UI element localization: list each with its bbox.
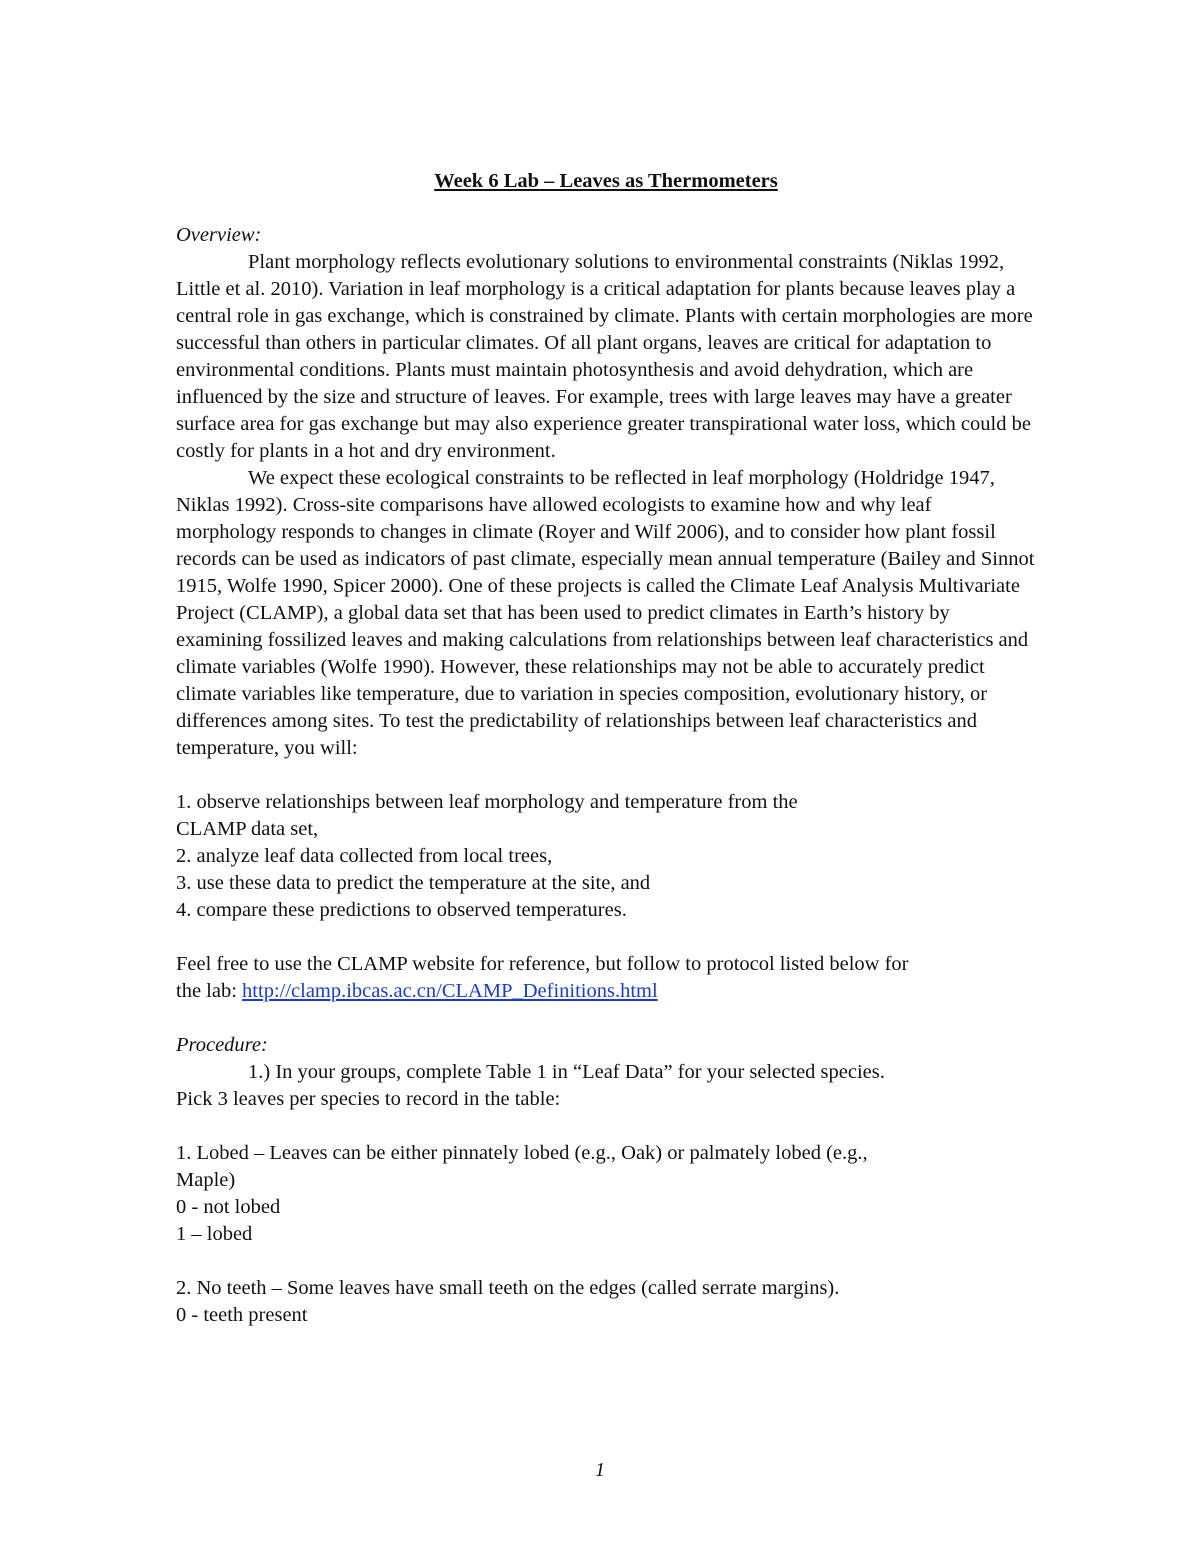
clamp-definitions-link[interactable]: http://clamp.ibcas.ac.cn/CLAMP_Definitions.html: [242, 980, 658, 1002]
procedure-step-1-continued: Pick 3 leaves per species to record in the table:: [176, 1088, 561, 1110]
overview-paragraph-2: We expect these ecological constraints to be reflected in leaf morphology (Holdridge 1947, Niklas 1992). Cross-site comparisons have allowed ecologists to examine how and why leaf morphology responds to changes in climate (Royer and Wilf 2006), and to consider how plant fossil records can be used as indicators of past climate, especially mean annual temperature (Bailey and Sinnot 1915, Wolfe 1990, Spicer 2000). One of these projects is called the Climate Leaf Analysis Multivariate Project (CLAMP), a global data set that has been used to predict climates in Earth’s history by examining fossilized leaves and making calculations from relationships between leaf characteristics and climate variables (Wolfe 1990). However, these relationships may not be able to accurately predict climate variables like temperature, due to variation in species composition, evolutionary history, or differences among sites. To test the predictability of relationships between leaf characteristics and temperature, you will:: [176, 467, 1035, 759]
reference-prefix: the lab:: [176, 980, 243, 1002]
trait-line: 1. Lobed – Leaves can be either pinnately lobed (e.g., Oak) or palmately lobed (e.g.,: [176, 1142, 868, 1164]
trait-line: 0 - not lobed: [176, 1196, 281, 1218]
spacer: [176, 1113, 1036, 1140]
document-body: [176, 168, 1036, 1329]
objective-item: 1. observe relationships between leaf morphology and temperature from the: [176, 791, 798, 813]
objective-item: 2. analyze leaf data collected from local trees,: [176, 845, 553, 867]
document-title: Week 6 Lab – Leaves as Thermometers: [434, 170, 778, 192]
reference-link-line: [176, 978, 1036, 1005]
trait-no-teeth: [176, 1275, 1036, 1329]
trait-line: 2. No teeth – Some leaves have small teeth on the edges (called serrate margins).: [176, 1277, 840, 1299]
spacer: [176, 924, 1036, 951]
trait-line: 1 – lobed: [176, 1223, 253, 1245]
spacer: [176, 1005, 1036, 1032]
overview-heading: Overview:: [176, 224, 262, 246]
spacer: [176, 762, 1036, 789]
trait-line: Maple): [176, 1169, 236, 1191]
procedure-step-1: 1.) In your groups, complete Table 1 in “Leaf Data” for your selected species.: [248, 1061, 885, 1083]
procedure-heading: Procedure:: [176, 1034, 268, 1056]
overview-paragraph-1: Plant morphology reflects evolutionary solutions to environmental constraints (Niklas 1992, Little et al. 2010). Variation in leaf morphology is a critical adaptation for plants because leaves play a central role in gas exchange, which is constrained by climate. Plants with certain morphologies are more successful than others in particular climates. Of all plant organs, leaves are critical for adaptation to environmental conditions. Plants must maintain photosynthesis and avoid dehydration, which are influenced by the size and structure of leaves. For example, trees with large leaves may have a greater surface area for gas exchange but may also experience greater transpirational water loss, which could be costly for plants in a hot and dry environment.: [176, 251, 1033, 462]
trait-line: 0 - teeth present: [176, 1304, 308, 1326]
objective-item: 4. compare these predictions to observed temperatures.: [176, 899, 627, 921]
reference-text: Feel free to use the CLAMP website for reference, but follow to protocol listed below for: [176, 953, 909, 975]
objectives-list: [176, 789, 1036, 924]
objective-item: CLAMP data set,: [176, 818, 319, 840]
trait-lobed: [176, 1140, 1036, 1248]
objective-item: 3. use these data to predict the temperature at the site, and: [176, 872, 651, 894]
page-number: 1: [594, 1459, 606, 1481]
spacer: [176, 1248, 1036, 1275]
